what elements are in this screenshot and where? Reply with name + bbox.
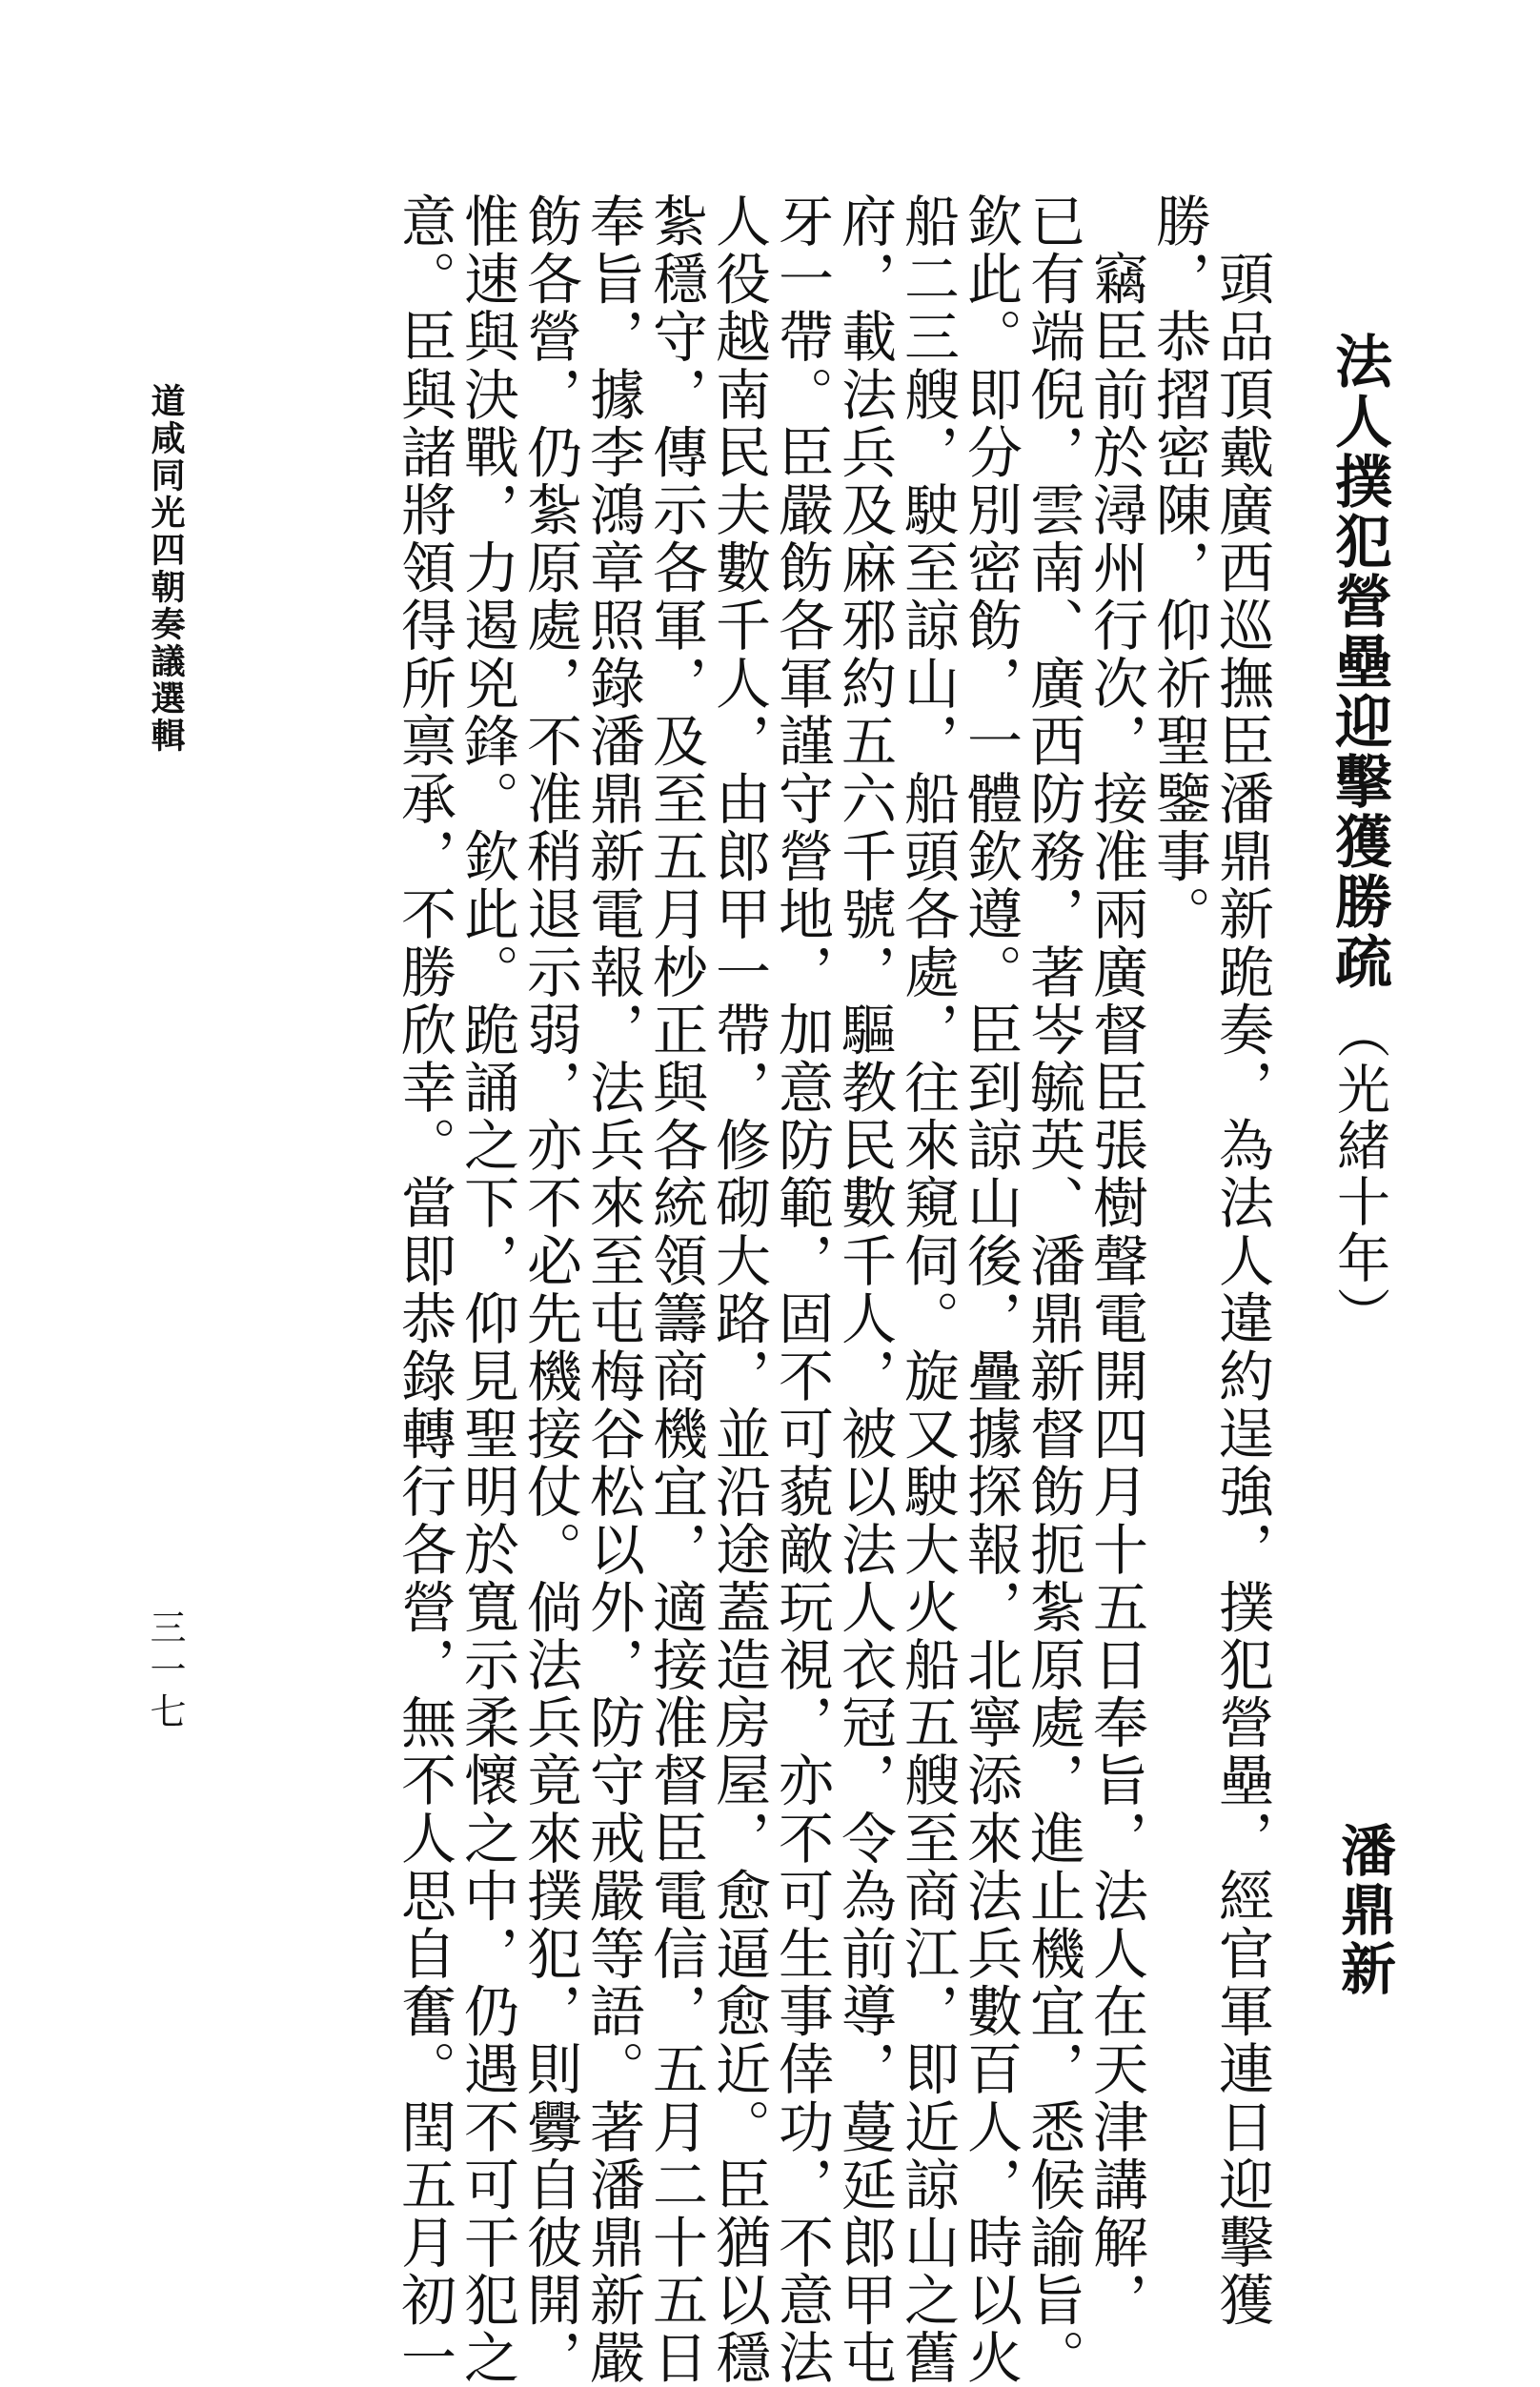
memorial-title [1311,332,1392,1343]
page-number: 三一七 [144,1608,186,1734]
text-column: 人役越南民夫數千人，由郎甲一帶，修砌大路，並沿途蓋造房屋，愈逼愈近。臣猶以穩 [706,192,771,2387]
author-name: 潘鼎新 [1331,1822,1396,1999]
text-column: 惟速與決戰，力遏兇鋒。欽此。跪誦之下，仰見聖明於寬示柔懷之中，仍遇不可干犯之 [455,192,519,2387]
text-column: 勝，恭摺密陳，仰祈聖鑒事。 [1146,192,1211,943]
text-column: 竊臣前於潯州行次，接准兩廣督臣張樹聲電開四月十五日奉旨，法人在天津講解， [1084,192,1148,2330]
text-column: 意。臣與諸將領得所禀承，不勝欣幸。當即恭錄轉行各營，無不人思自奮。閏五月初一 [392,192,456,2387]
text-column: 欽此。即分別密飭，一體欽遵。臣到諒山後，疊據探報，北寧添來法兵數百人，時以火 [958,192,1023,2387]
text-column: 牙一帶。臣嚴飭各軍謹守營地，加意防範，固不可藐敵玩視，亦不可生事倖功，不意法 [769,192,834,2387]
text-column: 已有端倪，雲南、廣西防務，著岑毓英、潘鼎新督飭扼紮原處，進止機宜，悉候諭旨。 [1021,192,1085,2387]
text-column: 飭各營，仍紮原處，不准稍退示弱，亦不必先機接仗。倘法兵竟來撲犯，則釁自彼開， [517,192,582,2387]
text-column: 頭品頂戴廣西巡撫臣潘鼎新跪奏，為法人違約逞強，撲犯營壘，經官軍連日迎擊獲 [1209,192,1274,2330]
text-column: 府，載法兵及麻邪約五六千號，驅教民數千人，被以法人衣冠，令為前導，蔓延郎甲屯 [832,192,897,2387]
title-reign-note: （光緒十年） [1328,1005,1390,1343]
text-column: 紮穩守，傳示各軍，及至五月杪正與各統領籌商機宜，適接准督臣電信，五月二十五日 [643,192,708,2387]
title-text: 法人撲犯營壘迎擊獲勝疏 [1326,332,1392,992]
text-column: 奉旨，據李鴻章照錄潘鼎新電報，法兵來至屯梅谷松以外，防守戒嚴等語。著潘鼎新嚴 [580,192,645,2387]
book-title-footer: 道咸同光四朝奏議選輯 [146,383,186,755]
text-column: 船二三艘，駛至諒山，船頭各處，往來窺伺。旋又駛大火船五艘至商江，即近諒山之舊 [895,192,960,2387]
